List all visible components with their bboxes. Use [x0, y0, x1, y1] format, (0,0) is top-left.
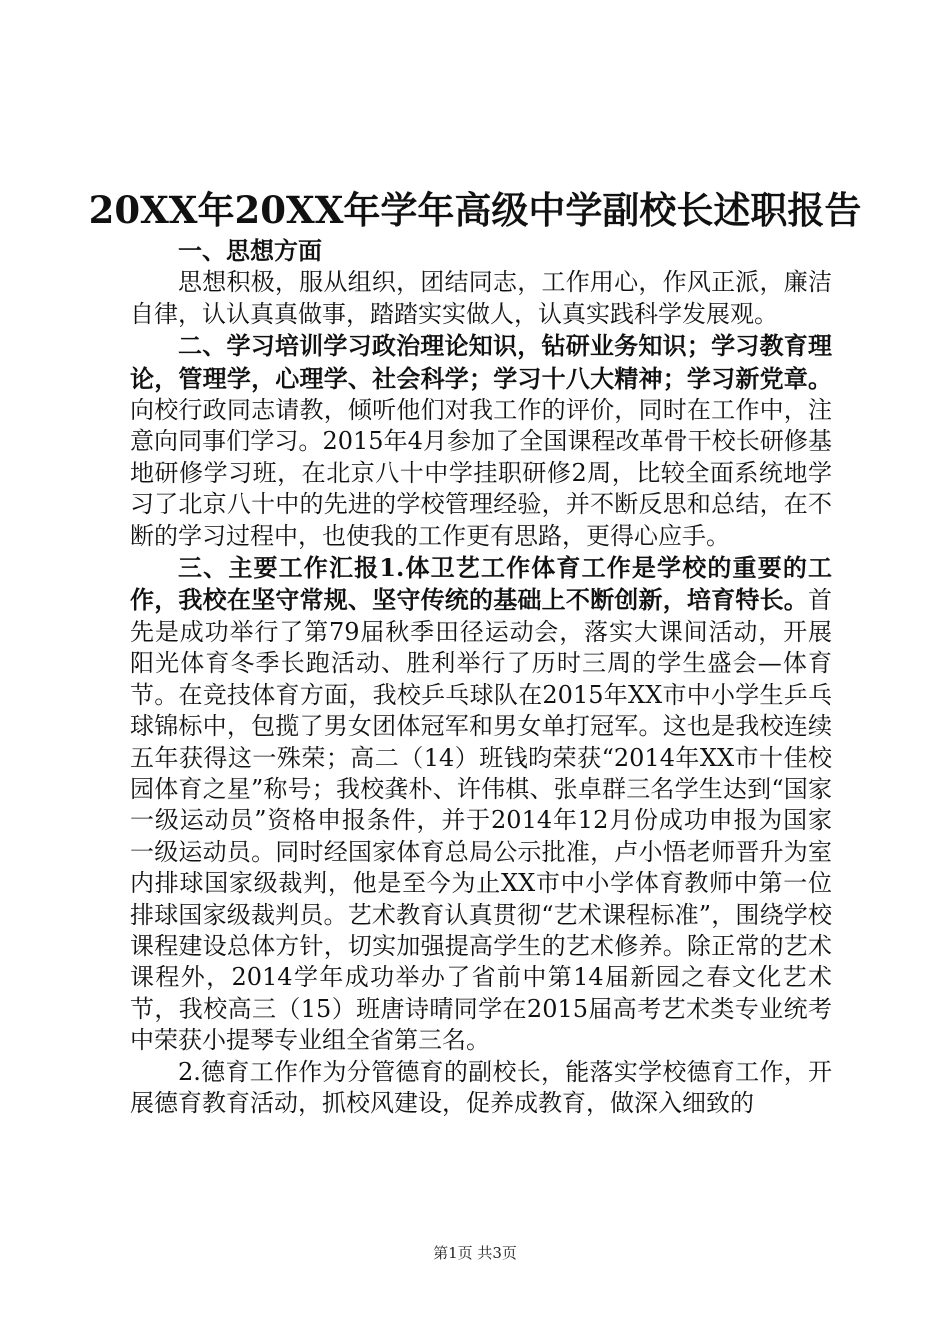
paragraph-work-report	[130, 552, 832, 1057]
paragraph-study	[130, 330, 832, 552]
section-heading-text: 一、思想方面	[178, 236, 322, 265]
page-footer: 第1页 共3页	[433, 1244, 517, 1262]
paragraph-moral-education	[130, 1057, 832, 1120]
paragraph-thought	[130, 267, 832, 330]
section-heading-work-report: 三、主要工作汇报1.体卫艺工作体育工作是学校的重要的工作，我校在坚守常规、坚守传统的基础上不断创新，培育特长。	[130, 553, 832, 615]
section-heading-study: 二、学习培训学习政治理论知识，钻研业务知识；学习教育理论，管理学，心理学、社会科学；学习十八大精神；学习新党章。	[130, 331, 832, 393]
document-title: 20XX年20XX年学年高级中学副校长述职报告	[88, 188, 862, 232]
paragraph-text: 2.德育工作作为分管德育的副校长，能落实学校德育工作，开展德育教育活动，抓校风建设，促养成教育，做深入细致的	[130, 1057, 832, 1117]
paragraph-text: 思想积极，服从组织，团结同志，工作用心，作风正派，廉洁自律，认认真真做事，踏踏实实做人，认真实践科学发展观。	[130, 268, 832, 328]
section-heading-thought	[130, 235, 832, 267]
paragraph-text: 向校行政同志请教，倾听他们对我工作的评价，同时在工作中，注意向同事们学习。2015年4月参加了全国课程改革骨干校长研修基地研修学习班，在北京八十中学挂职研修2周，比较全面系统地学习了北京八十中的先进的学校管理经验，并不断反思和总结，在不断的学习过程中，也使我的工作更有思路，更得心应手。	[130, 396, 832, 550]
paragraph-text: 首先是成功举行了第79届秋季田径运动会，落实大课间活动，开展阳光体育冬季长跑活动、胜利举行了历时三周的学生盛会—体育节。在竞技体育方面，我校乒乓球队在2015年XX市中小学生乒乓球锦标中，包揽了男女团体冠军和男女单打冠军。这也是我校连续五年获得这一殊荣；高二（14）班钱昀荣获“2014年XX市十佳校园体育之星”称号；我校龚朴、许伟棋、张卓群三名学生达到“国家一级运动员”资格申报条件，并于2014年12月份成功申报为国家一级运动员。同时经国家体育总局公示批准，卢小悟老师晋升为室内排球国家级裁判，他是至今为止XX市中小学体育教师中第一位排球国家级裁判员。艺术教育认真贯彻“艺术课程标准”，围绕学校课程建设总体方针，切实加强提高学生的艺术修养。除正常的艺术课程外，2014学年成功举办了省前中第14届新园之春文化艺术节，我校高三（15）班唐诗晴同学在2015届高考艺术类专业统考中荣获小提琴专业组全省第三名。	[130, 586, 832, 1055]
document-body	[130, 235, 832, 1119]
